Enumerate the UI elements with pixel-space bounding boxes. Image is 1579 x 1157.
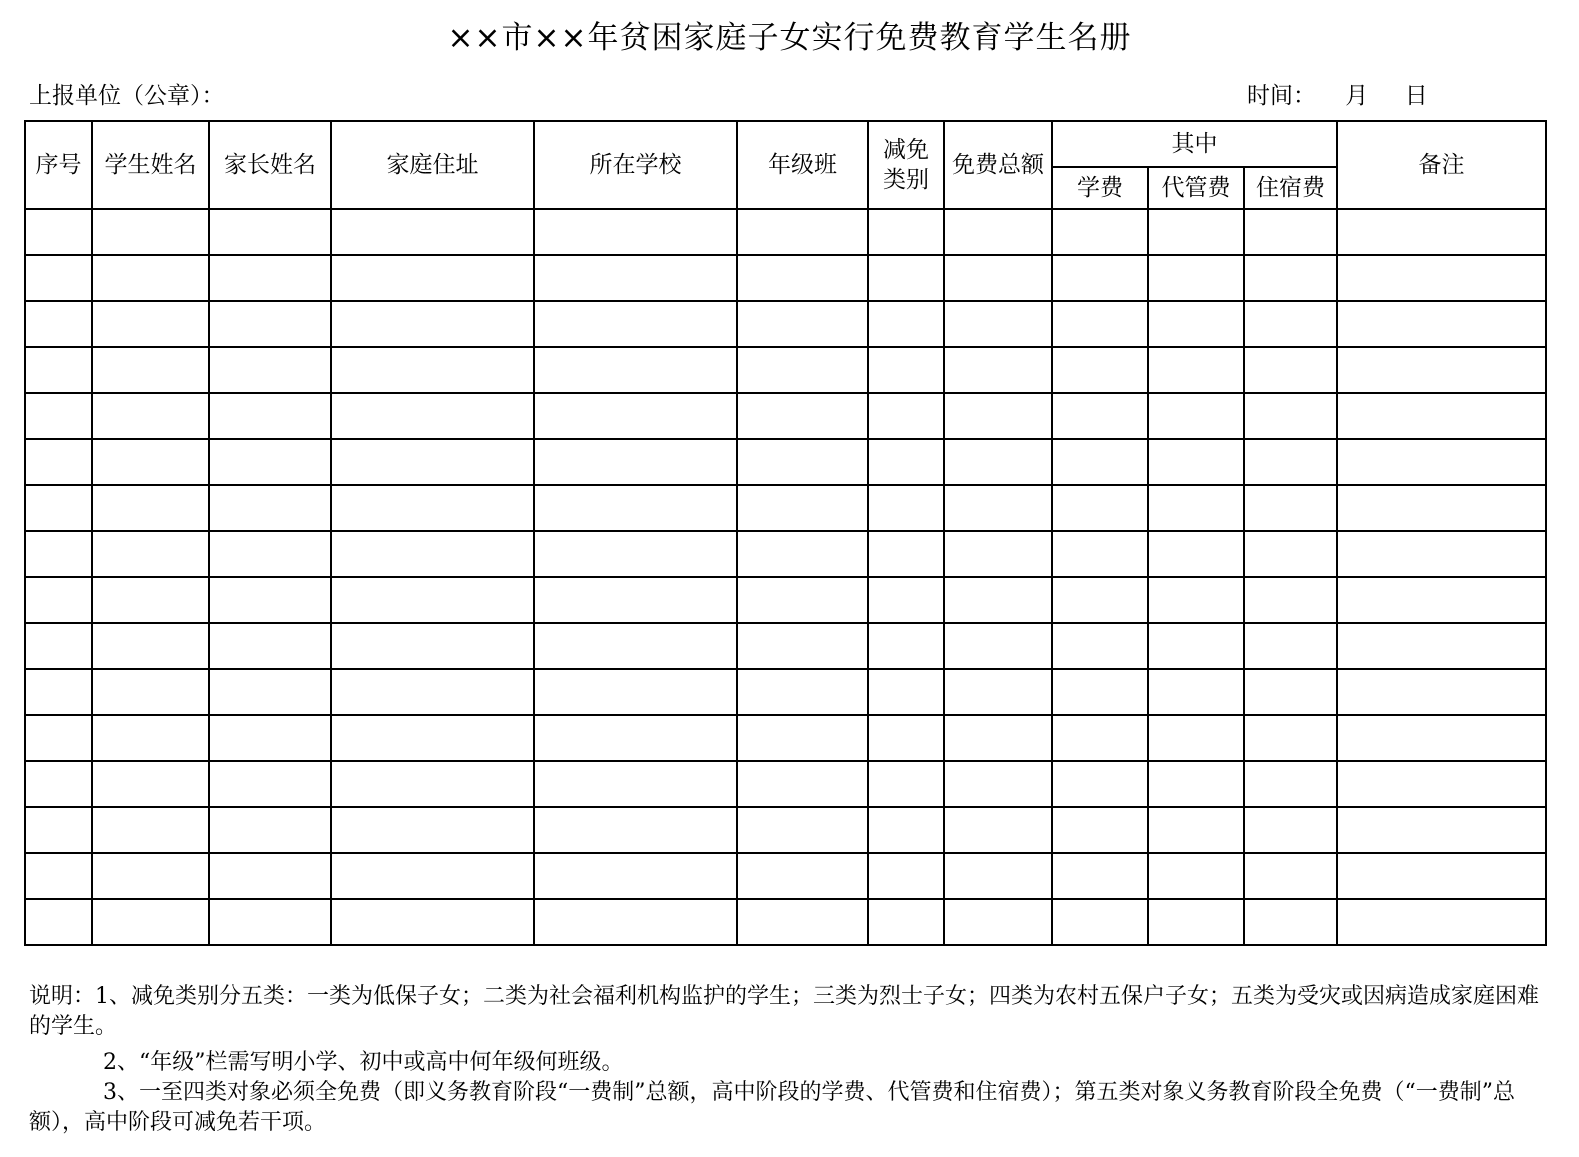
table-cell[interactable] (25, 439, 92, 485)
table-row (25, 393, 1546, 439)
table-cell[interactable] (1244, 531, 1337, 577)
table-cell[interactable] (25, 485, 92, 531)
table-cell[interactable] (944, 209, 1052, 255)
table-cell[interactable] (1337, 669, 1546, 715)
table-cell[interactable] (868, 531, 944, 577)
table-cell[interactable] (1337, 761, 1546, 807)
table-cell[interactable] (868, 393, 944, 439)
table-row (25, 807, 1546, 853)
reporting-unit-label: 上报单位（公章）： (29, 83, 225, 109)
table-cell[interactable] (737, 393, 868, 439)
table-cell[interactable] (1337, 209, 1546, 255)
table-cell[interactable] (331, 393, 534, 439)
table-cell[interactable] (1052, 531, 1148, 577)
table-cell[interactable] (868, 577, 944, 623)
table-cell[interactable] (331, 485, 534, 531)
table-cell[interactable] (534, 347, 737, 393)
table-cell[interactable] (1337, 715, 1546, 761)
table-cell[interactable] (331, 623, 534, 669)
table-cell[interactable] (534, 209, 737, 255)
table-cell[interactable] (1337, 485, 1546, 531)
table-cell[interactable] (944, 439, 1052, 485)
table-cell[interactable] (209, 255, 331, 301)
table-cell[interactable] (331, 853, 534, 899)
table-cell[interactable] (92, 393, 209, 439)
table-cell[interactable] (1148, 577, 1244, 623)
table-cell[interactable] (868, 439, 944, 485)
table-cell[interactable] (209, 761, 331, 807)
table-cell[interactable] (1052, 899, 1148, 945)
table-cell[interactable] (1244, 393, 1337, 439)
table-cell[interactable] (1148, 715, 1244, 761)
table-cell[interactable] (944, 761, 1052, 807)
table-cell[interactable] (25, 347, 92, 393)
table-cell[interactable] (1337, 347, 1546, 393)
header-remarks: 备注 (1337, 121, 1546, 209)
table-cell[interactable] (737, 577, 868, 623)
table-cell[interactable] (737, 255, 868, 301)
table-row (25, 347, 1546, 393)
header-reduction-category (868, 121, 944, 209)
table-cell[interactable] (1337, 439, 1546, 485)
table-cell[interactable] (1148, 485, 1244, 531)
table-row (25, 761, 1546, 807)
table-cell[interactable] (737, 807, 868, 853)
header-student-name: 学生姓名 (92, 121, 209, 209)
table-row (25, 899, 1546, 945)
table-cell[interactable] (1244, 577, 1337, 623)
table-cell[interactable] (25, 623, 92, 669)
table-cell[interactable] (209, 577, 331, 623)
table-cell[interactable] (944, 255, 1052, 301)
table-cell[interactable] (944, 623, 1052, 669)
table-cell[interactable] (737, 669, 868, 715)
table-cell[interactable] (1337, 393, 1546, 439)
table-cell[interactable] (737, 623, 868, 669)
table-cell[interactable] (1148, 669, 1244, 715)
table-cell[interactable] (944, 485, 1052, 531)
table-cell[interactable] (92, 485, 209, 531)
table-cell[interactable] (25, 531, 92, 577)
table-cell[interactable] (534, 439, 737, 485)
header-parent-name: 家长姓名 (209, 121, 331, 209)
table-cell[interactable] (92, 807, 209, 853)
table-cell[interactable] (944, 669, 1052, 715)
table-cell[interactable] (1052, 301, 1148, 347)
table-cell[interactable] (331, 669, 534, 715)
table-row (25, 577, 1546, 623)
table-cell[interactable] (1337, 899, 1546, 945)
header-boarding-fees: 住宿费 (1244, 167, 1337, 209)
table-cell[interactable] (944, 899, 1052, 945)
table-row (25, 439, 1546, 485)
table-cell[interactable] (331, 255, 534, 301)
table-cell[interactable] (25, 807, 92, 853)
table-body (25, 209, 1546, 945)
table-cell[interactable] (25, 255, 92, 301)
table-cell[interactable] (25, 209, 92, 255)
table-cell[interactable] (944, 715, 1052, 761)
table-cell[interactable] (534, 715, 737, 761)
table-cell[interactable] (331, 715, 534, 761)
table-cell[interactable] (25, 761, 92, 807)
table-cell[interactable] (92, 439, 209, 485)
table-cell[interactable] (1148, 761, 1244, 807)
table-cell[interactable] (1052, 669, 1148, 715)
table-cell[interactable] (92, 577, 209, 623)
table-cell[interactable] (1052, 807, 1148, 853)
table-row (25, 209, 1546, 255)
table-cell[interactable] (1148, 623, 1244, 669)
table-cell[interactable] (1052, 439, 1148, 485)
table-cell[interactable] (209, 439, 331, 485)
table-cell[interactable] (737, 485, 868, 531)
header-address: 家庭住址 (331, 121, 534, 209)
table-cell[interactable] (1052, 761, 1148, 807)
table-cell[interactable] (534, 807, 737, 853)
table-cell[interactable] (737, 301, 868, 347)
table-cell[interactable] (868, 853, 944, 899)
table-cell[interactable] (534, 255, 737, 301)
table-cell[interactable] (25, 899, 92, 945)
table-cell[interactable] (92, 715, 209, 761)
table-cell[interactable] (868, 301, 944, 347)
table-cell[interactable] (331, 899, 534, 945)
notes-section (29, 982, 1539, 1138)
table-cell[interactable] (534, 623, 737, 669)
table-cell[interactable] (944, 301, 1052, 347)
table-cell[interactable] (1337, 301, 1546, 347)
table-cell[interactable] (1244, 255, 1337, 301)
table-cell[interactable] (1148, 393, 1244, 439)
table-cell[interactable] (331, 577, 534, 623)
table-cell[interactable] (92, 209, 209, 255)
table-cell[interactable] (92, 531, 209, 577)
table-cell[interactable] (92, 899, 209, 945)
table-cell[interactable] (209, 669, 331, 715)
table-header (25, 121, 1546, 209)
table-cell[interactable] (1244, 715, 1337, 761)
table-cell[interactable] (737, 899, 868, 945)
table-cell[interactable] (1337, 531, 1546, 577)
header-managed-fees: 代管费 (1148, 167, 1244, 209)
table-cell[interactable] (944, 853, 1052, 899)
table-row (25, 623, 1546, 669)
table-cell[interactable] (92, 623, 209, 669)
table-cell[interactable] (534, 577, 737, 623)
table-cell[interactable] (1244, 347, 1337, 393)
table-cell[interactable] (1244, 899, 1337, 945)
table-cell[interactable] (868, 485, 944, 531)
table-cell[interactable] (209, 899, 331, 945)
table-cell[interactable] (25, 715, 92, 761)
table-cell[interactable] (737, 347, 868, 393)
table-cell[interactable] (92, 761, 209, 807)
note-3: 3、一至四类对象必须全免费（即义务教育阶段“一费制”总额，高中阶段的学费、代管费和住宿费）；第五类对象义务教育阶段全免费（“一费制”总额），高中阶段可减免若干项。 (29, 1080, 1515, 1135)
table-cell[interactable] (1148, 531, 1244, 577)
table-cell[interactable] (209, 715, 331, 761)
table-cell[interactable] (1052, 853, 1148, 899)
table-cell[interactable] (868, 807, 944, 853)
table-cell[interactable] (1052, 255, 1148, 301)
table-cell[interactable] (944, 393, 1052, 439)
table-cell[interactable] (868, 347, 944, 393)
table-cell[interactable] (331, 347, 534, 393)
table-cell[interactable] (209, 347, 331, 393)
header-reduction-category-line1: 减免 (883, 137, 929, 163)
table-cell[interactable] (1337, 255, 1546, 301)
table-cell[interactable] (1337, 807, 1546, 853)
table-cell[interactable] (944, 807, 1052, 853)
table-cell[interactable] (868, 669, 944, 715)
header-reduction-category-line2: 类别 (883, 167, 929, 193)
table-cell[interactable] (1052, 393, 1148, 439)
table-cell[interactable] (331, 807, 534, 853)
table-cell[interactable] (1244, 669, 1337, 715)
table-cell[interactable] (1148, 853, 1244, 899)
table-row (25, 669, 1546, 715)
table-cell[interactable] (331, 531, 534, 577)
table-cell[interactable] (1244, 301, 1337, 347)
table-cell[interactable] (1052, 577, 1148, 623)
table-cell[interactable] (25, 301, 92, 347)
table-cell[interactable] (331, 439, 534, 485)
table-cell[interactable] (737, 761, 868, 807)
table-cell[interactable] (209, 807, 331, 853)
table-cell[interactable] (209, 393, 331, 439)
table-cell[interactable] (1052, 715, 1148, 761)
table-cell[interactable] (868, 899, 944, 945)
table-row (25, 531, 1546, 577)
table-cell[interactable] (737, 439, 868, 485)
table-cell[interactable] (1337, 623, 1546, 669)
table-cell[interactable] (1244, 853, 1337, 899)
table-cell[interactable] (1244, 623, 1337, 669)
table-cell[interactable] (209, 301, 331, 347)
table-cell[interactable] (1244, 807, 1337, 853)
table-cell[interactable] (92, 301, 209, 347)
table-cell[interactable] (1148, 255, 1244, 301)
table-cell[interactable] (209, 485, 331, 531)
table-cell[interactable] (1148, 439, 1244, 485)
table-cell[interactable] (1244, 439, 1337, 485)
table-cell[interactable] (534, 531, 737, 577)
table-cell[interactable] (209, 209, 331, 255)
table-cell[interactable] (534, 393, 737, 439)
table-cell[interactable] (868, 623, 944, 669)
table-cell[interactable] (868, 209, 944, 255)
table-cell[interactable] (25, 577, 92, 623)
table-cell[interactable] (209, 623, 331, 669)
header-of-which: 其中 (1052, 121, 1337, 167)
table-cell[interactable] (331, 761, 534, 807)
table-cell[interactable] (737, 715, 868, 761)
table-cell[interactable] (331, 301, 534, 347)
table-cell[interactable] (25, 853, 92, 899)
table-cell[interactable] (1148, 209, 1244, 255)
table-cell[interactable] (1244, 761, 1337, 807)
table-cell[interactable] (1148, 899, 1244, 945)
header-tuition: 学费 (1052, 167, 1148, 209)
table-cell[interactable] (1148, 807, 1244, 853)
table-cell[interactable] (1244, 209, 1337, 255)
table-cell[interactable] (1148, 347, 1244, 393)
table-cell[interactable] (1052, 347, 1148, 393)
table-cell[interactable] (1052, 623, 1148, 669)
header-grade-class: 年级班 (737, 121, 868, 209)
table-cell[interactable] (534, 899, 737, 945)
table-cell[interactable] (25, 393, 92, 439)
table-cell[interactable] (868, 761, 944, 807)
document-title: ××市××年贫困家庭子女实行免费教育学生名册 (447, 20, 1132, 56)
table-cell[interactable] (1337, 577, 1546, 623)
table-cell[interactable] (737, 853, 868, 899)
table-cell[interactable] (944, 347, 1052, 393)
table-cell[interactable] (209, 531, 331, 577)
table-row (25, 853, 1546, 899)
table-cell[interactable] (92, 669, 209, 715)
table-cell[interactable] (534, 485, 737, 531)
table-cell[interactable] (209, 853, 331, 899)
table-cell[interactable] (944, 531, 1052, 577)
header-total-exemption: 免费总额 (944, 121, 1052, 209)
table-cell[interactable] (1052, 485, 1148, 531)
table-cell[interactable] (1148, 301, 1244, 347)
table-row (25, 485, 1546, 531)
table-cell[interactable] (1244, 485, 1337, 531)
table-cell[interactable] (1337, 853, 1546, 899)
note-2: 2、“年级”栏需写明小学、初中或高中何年级何班级。 (103, 1050, 624, 1075)
table-cell[interactable] (92, 853, 209, 899)
table-cell[interactable] (534, 669, 737, 715)
student-roster-table (24, 120, 1547, 946)
table-cell[interactable] (92, 255, 209, 301)
table-cell[interactable] (868, 255, 944, 301)
table-row (25, 715, 1546, 761)
table-row (25, 255, 1546, 301)
table-cell[interactable] (534, 853, 737, 899)
table-cell[interactable] (92, 347, 209, 393)
table-cell[interactable] (534, 301, 737, 347)
table-cell[interactable] (737, 209, 868, 255)
header-index: 序号 (25, 121, 92, 209)
table-cell[interactable] (1052, 209, 1148, 255)
table-cell[interactable] (944, 577, 1052, 623)
table-row (25, 301, 1546, 347)
note-1: 说明：1、减免类别分五类：一类为低保子女；二类为社会福利机构监护的学生；三类为烈士子女；四类为农村五保户子女；五类为受灾或因病造成家庭困难的学生。 (29, 984, 1540, 1039)
table-cell[interactable] (25, 669, 92, 715)
date-label: 时间： 月 日 (1247, 83, 1428, 109)
table-cell[interactable] (737, 531, 868, 577)
table-cell[interactable] (534, 761, 737, 807)
header-school: 所在学校 (534, 121, 737, 209)
table-cell[interactable] (868, 715, 944, 761)
table-cell[interactable] (331, 209, 534, 255)
